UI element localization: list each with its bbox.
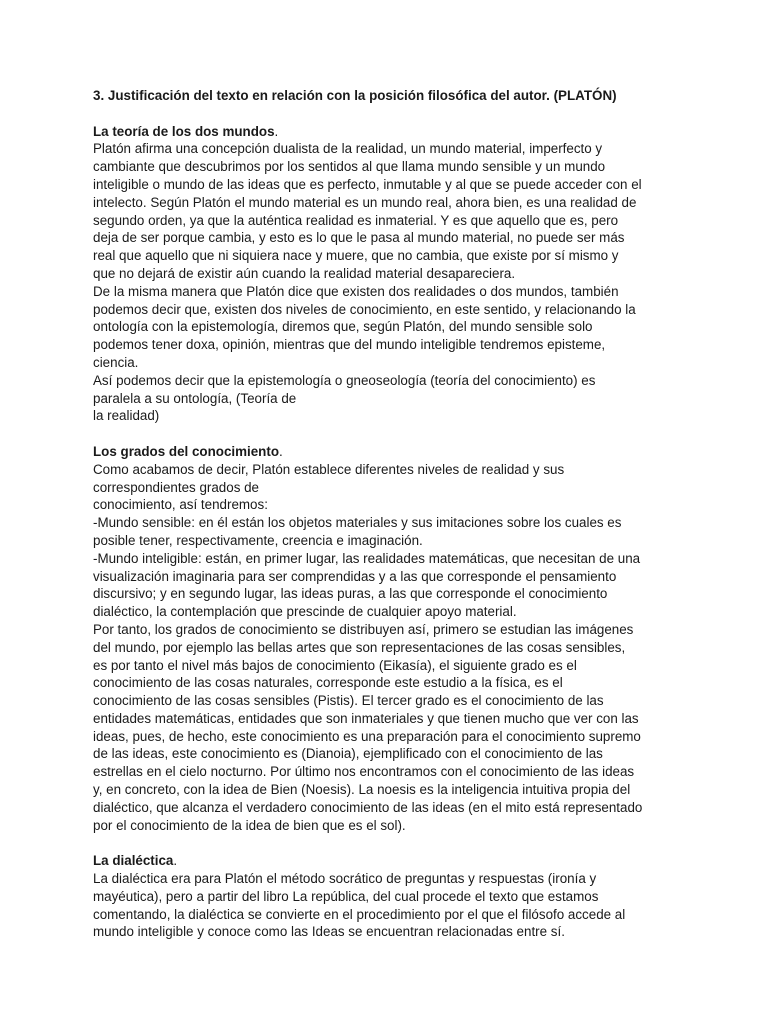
section-title: La teoría de los dos mundos <box>93 123 275 139</box>
document-heading: 3. Justificación del texto en relación con la posición filosófica del autor. (PLATÓN) <box>93 88 617 103</box>
paragraph-line: discursivo; y en segundo lugar, las ideas puras, a las que corresponde el conocimiento <box>93 586 608 602</box>
paragraph-line: es por tanto el nivel más bajos de conocimiento (Eikasía), el siguiente grado es el <box>93 657 577 673</box>
paragraph-line: ontología con la epistemología, diremos que, según Platón, del mundo sensible solo <box>93 319 593 335</box>
paragraph-line: correspondientes grados de <box>93 479 260 495</box>
paragraph-line: podemos decir que, existen dos niveles de conocimiento, en este sentido, y relacionando la <box>93 301 636 317</box>
spacer <box>93 834 693 852</box>
paragraph-line: segundo orden, ya que la auténtica realidad es inmaterial. Y es que aquello que es, pero <box>93 212 619 228</box>
paragraph-line: conocimiento de las cosas naturales, corresponde este estudio a la física, es el <box>93 675 563 691</box>
section-title-suffix: . <box>274 123 279 139</box>
paragraph-line: comentando, la dialéctica se convierte en el procedimiento por el que el filósofo accede al <box>93 906 626 922</box>
section-title-suffix: . <box>279 443 283 459</box>
spacer <box>93 105 693 123</box>
section-title: Los grados del conocimiento <box>93 443 280 459</box>
section-title-line <box>93 123 693 141</box>
paragraph-line: por el conocimiento de la idea de bien que es el sol). <box>93 817 406 833</box>
paragraph-line: dialéctico, la contemplación que prescinde de cualquier apoyo material. <box>93 604 517 620</box>
paragraph-line: entidades matemáticas, entidades que son inmateriales y que tienen mucho que ver con las <box>93 710 639 726</box>
paragraph-line: que no dejará de existir aún cuando la realidad material desapareciera. <box>93 265 516 281</box>
paragraph-line: y, en concreto, con la idea de Bien (Noesis). La noesis es la inteligencia intuitiva propia del <box>93 782 631 798</box>
paragraph-line: visualización imaginaria para ser comprendidas y a las que corresponde el pensamiento <box>93 568 617 584</box>
paragraph-line: mayéutica), pero a partir del libro La república, del cual procede el texto que estamos <box>93 888 599 904</box>
paragraph-line: dialéctico, que alcanza el verdadero conocimiento de las ideas (en el mito está representado <box>93 799 643 815</box>
paragraph-line: inteligible o mundo de las ideas que es perfecto, inmutable y al que se puede acceder con el <box>93 176 642 192</box>
paragraph-line: Como acabamos de decir, Platón establece diferentes niveles de realidad y sus <box>93 461 565 477</box>
section-title-line <box>93 852 693 870</box>
paragraph-line: de las ideas, este conocimiento es (Dianoia), ejemplificado con el conocimiento de las <box>93 746 603 762</box>
paragraph-line: conocimiento, así tendremos: <box>93 497 268 513</box>
paragraph-line: podemos tener doxa, opinión, mientras que del mundo inteligible tendremos episteme, <box>93 337 606 353</box>
paragraph-line: De la misma manera que Platón dice que existen dos realidades o dos mundos, también <box>93 283 619 299</box>
paragraph-line: intelecto. Según Platón el mundo material es un mundo real, ahora bien, es una realidad de <box>93 194 637 210</box>
section-title-suffix: . <box>173 853 178 869</box>
section-title: La dialéctica <box>93 853 174 869</box>
paragraph-line: conocimiento de las cosas sensibles (Pistis). El tercer grado es el conocimiento de las <box>93 693 604 709</box>
paragraph-line: mundo inteligible y conoce como las Ideas se encuentran relacionadas entre sí. <box>93 924 565 940</box>
document-page <box>93 87 693 941</box>
paragraph-line: Por tanto, los grados de conocimiento se distribuyen así, primero se estudian las imágenes <box>93 621 634 637</box>
paragraph-line: cambiante que descubrimos por los sentidos al que llama mundo sensible y un mundo <box>93 159 606 175</box>
paragraph-line: paralela a su ontología, (Teoría de <box>93 390 297 406</box>
paragraph-line: La dialéctica era para Platón el método socrático de preguntas y respuestas (ironía y <box>93 871 597 887</box>
paragraph-line: -Mundo sensible: en él están los objetos materiales y sus imitaciones sobre los cuales es <box>93 515 622 531</box>
paragraph-line: real que aquello que ni siquiera nace y muere, que no cambia, que existe por sí mismo y <box>93 248 619 264</box>
paragraph-line: ciencia. <box>93 354 139 370</box>
paragraph-line: deja de ser porque cambia, y esto es lo que le pasa al mundo material, no puede ser más <box>93 230 625 246</box>
paragraph-line: -Mundo inteligible: están, en primer lugar, las realidades matemáticas, que necesitan de una <box>93 550 641 566</box>
paragraph-line: posible tener, respectivamente, creencia e imaginación. <box>93 532 423 548</box>
paragraph-line: la realidad) <box>93 408 160 424</box>
paragraph-line: Platón afirma una concepción dualista de la realidad, un mundo material, imperfecto y <box>93 141 603 157</box>
paragraph-line: del mundo, por ejemplo las bellas artes que son representaciones de las cosas sensibles, <box>93 639 626 655</box>
paragraph-line: ideas, pues, de hecho, este conocimiento es una preparación para el conocimiento supremo <box>93 728 641 744</box>
paragraph-line: Así podemos decir que la epistemología o gneoseología (teoría del conocimiento) es <box>93 372 596 388</box>
spacer <box>93 425 693 443</box>
paragraph-line: estrellas en el cielo nocturno. Por último nos encontramos con el conocimiento de las ideas <box>93 764 635 780</box>
section-title-line <box>93 443 693 461</box>
